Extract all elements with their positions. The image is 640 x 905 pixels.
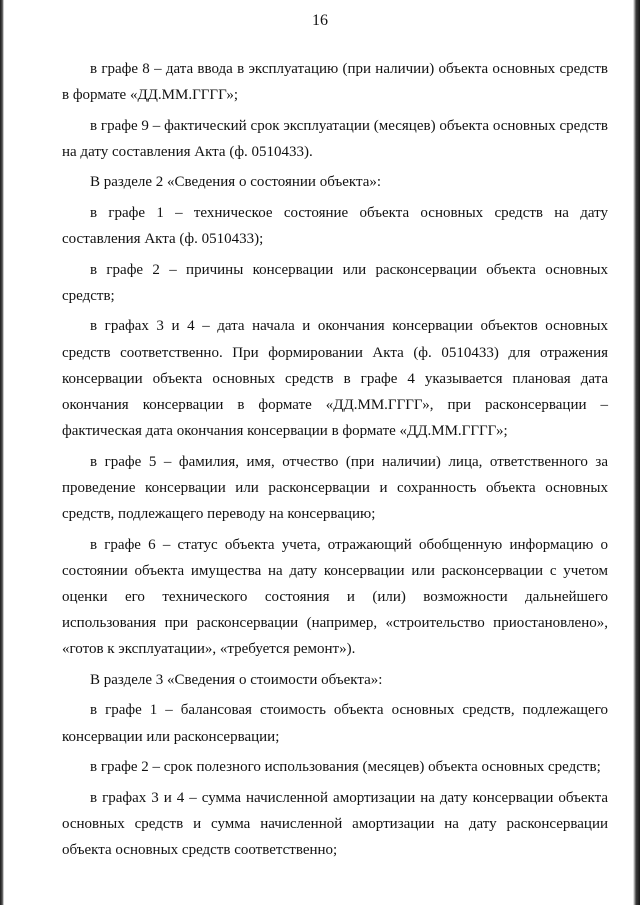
scan-edge-right — [633, 0, 640, 905]
section-2-heading: В разделе 2 «Сведения о состоянии объекта»: — [90, 174, 382, 191]
paragraph-s3-column-2: в графе 2 – срок полезного использования (месяцев) объекта основных средств; — [90, 759, 601, 776]
section-3-heading: В разделе 3 «Сведения о стоимости объекта»: — [90, 671, 383, 688]
paragraph-s2-columns-3-4: в графах 3 и 4 – дата начала и окончания консервации объектов основных средств соответственно. При формировании Акта (ф. 0510433) для отражения консервации объекта основных средств в графе 4 указывается плановая дата окончания консервации в формате «ДД.ММ.ГГГГ», при расконсервации – фактическая дата окончания консервации в формате «ДД.ММ.ГГГГ»; — [62, 318, 608, 440]
paragraph-column-9: в графе 9 – фактический срок эксплуатации (месяцев) объекта основных средств на дату составления Акта (ф. 0510433). — [62, 117, 608, 160]
paragraph-s2-column-6: в графе 6 – статус объекта учета, отражающий обобщенную информацию о состоянии объекта имущества на дату консервации или расконсервации с учетом оценки его технического состояния и (или) возможности дальнейшего использования при расконсервации (например, «строительство приостановлено», «готов к эксплуатации», «требуется ремонт»). — [62, 536, 608, 658]
scan-edge-left — [0, 0, 4, 905]
document-body — [62, 56, 608, 863]
paragraph-s2-column-5: в графе 5 – фамилия, имя, отчество (при наличии) лица, ответственного за проведение консервации или расконсервации и сохранность объекта основных средств, подлежащего переводу на консервацию; — [62, 453, 608, 523]
paragraph-s3-columns-3-4: в графах 3 и 4 – сумма начисленной амортизации на дату консервации объекта основных средств и сумма начисленной амортизации на дату расконсервации объекта основных средств соответственно; — [62, 789, 608, 858]
page-number: 16 — [312, 12, 328, 29]
paragraph-s2-column-2: в графе 2 – причины консервации или расконсервации объекта основных средств; — [62, 261, 608, 304]
paragraph-column-8: в графе 8 – дата ввода в эксплуатацию (при наличии) объекта основных средств в формате «ДД.ММ.ГГГГ»; — [62, 61, 608, 104]
paragraph-s2-column-1: в графе 1 – техническое состояние объекта основных средств на дату составления Акта (ф. 0510433); — [62, 204, 608, 248]
paragraph-s3-column-1: в графе 1 – балансовая стоимость объекта основных средств, подлежащего консервации или расконсервации; — [62, 702, 608, 745]
